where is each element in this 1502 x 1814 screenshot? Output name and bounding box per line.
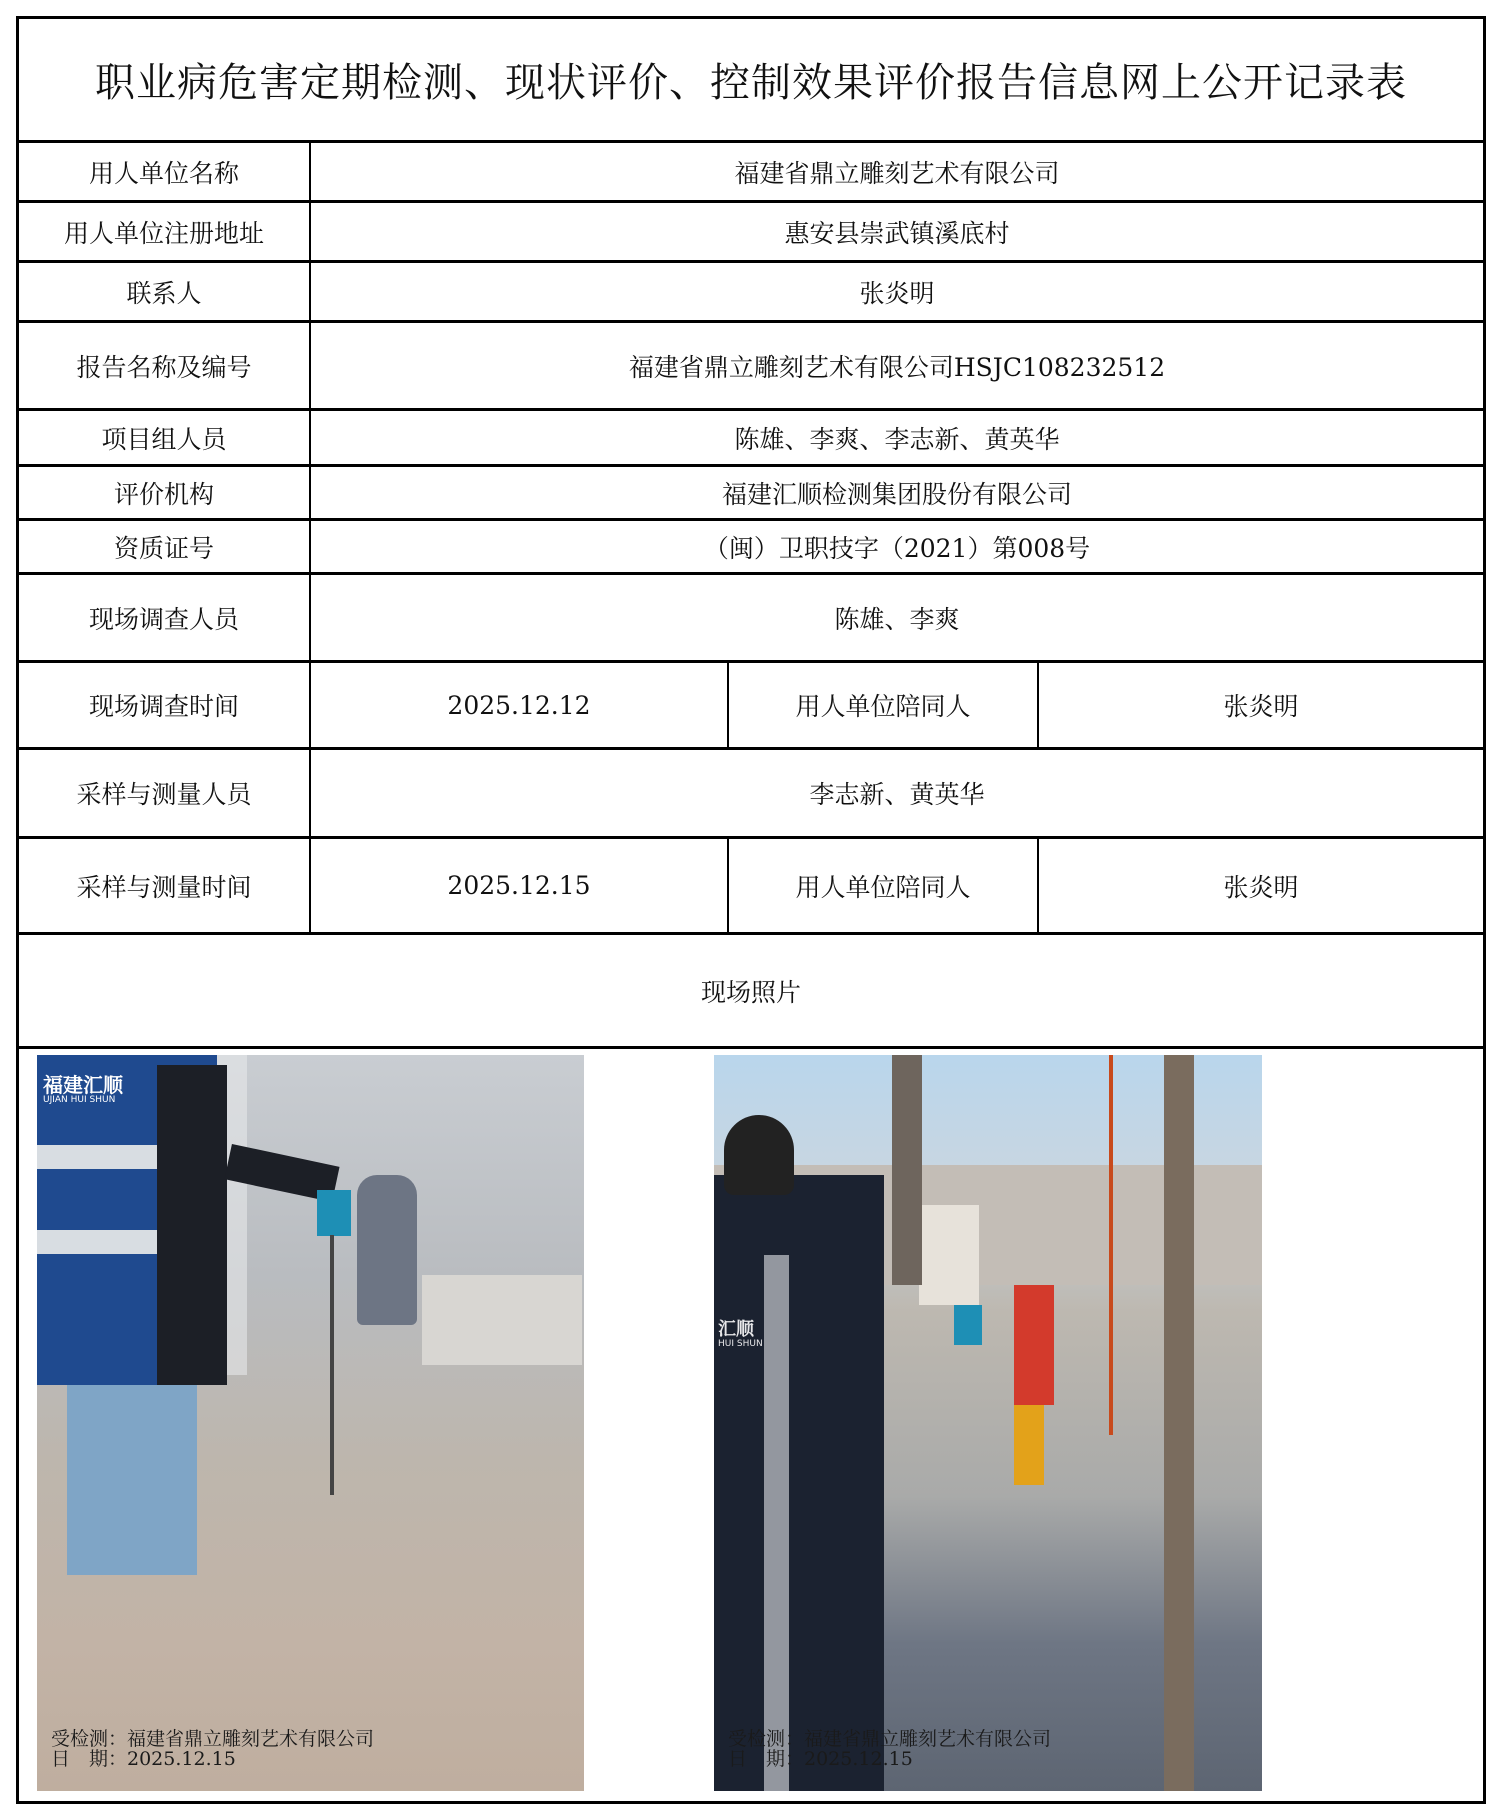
label-survey-companion: 用人单位陪同人	[729, 663, 1039, 747]
value-contact: 张炎明	[859, 278, 935, 308]
value-survey-companion: 张炎明	[1223, 692, 1299, 721]
label-survey-time: 现场调查时间	[19, 663, 311, 747]
row-evaluator	[19, 467, 1483, 521]
worker-rain-pants	[1014, 1405, 1044, 1485]
row-contact	[19, 263, 1483, 323]
value-qualification: （闽）卫职技字（2021）第008号	[703, 533, 1091, 563]
orange-hose	[1109, 1055, 1113, 1435]
row-project-team	[19, 411, 1483, 467]
value-report: 福建省鼎立雕刻艺术有限公司HSJC108232512	[628, 352, 1166, 382]
label-employer-address: 用人单位注册地址	[19, 203, 311, 260]
label-sampling-staff: 采样与测量人员	[19, 750, 311, 836]
row-survey-staff	[19, 575, 1483, 663]
value-sampling-companion: 张炎明	[1223, 872, 1299, 902]
label-employer-name: 用人单位名称	[19, 143, 311, 200]
row-employer-name	[19, 143, 1483, 203]
photo-watermark	[51, 1729, 374, 1769]
lifting-strap	[1164, 1055, 1194, 1791]
label-qualification: 资质证号	[19, 521, 311, 572]
record-table	[16, 16, 1486, 1804]
label-contact: 联系人	[19, 263, 311, 320]
worker-arm	[157, 1065, 227, 1385]
label-sampling-time: 采样与测量时间	[19, 839, 311, 932]
label-project-team: 项目组人员	[19, 411, 311, 464]
site-photo-1	[37, 1055, 584, 1791]
row-sampling-time	[19, 839, 1483, 935]
seated-worker	[357, 1175, 417, 1325]
label-photos: 现场照片	[700, 977, 801, 1007]
vest-reflective-stripe	[764, 1255, 789, 1791]
value-sampling-time: 2025.12.15	[311, 839, 729, 932]
watermark-subject: 受检测：福建省鼎立雕刻艺术有限公司	[51, 1728, 375, 1750]
page-title: 职业病危害定期检测、现状评价、控制效果评价报告信息网上公开记录表	[95, 60, 1407, 106]
stone-column	[892, 1055, 922, 1285]
value-sampling-staff: 李志新、黄英华	[809, 780, 985, 809]
row-survey-time	[19, 663, 1483, 750]
label-report: 报告名称及编号	[19, 323, 311, 408]
tripod-leg	[330, 1235, 334, 1495]
sampling-device	[954, 1305, 982, 1345]
photo-watermark	[728, 1729, 1051, 1769]
value-evaluator: 福建汇顺检测集团股份有限公司	[721, 479, 1072, 509]
window-shutter	[919, 1205, 979, 1305]
vest-logo-sub: UJIAN HUI SHUN	[43, 1095, 116, 1105]
worker-jeans	[67, 1385, 197, 1575]
label-survey-staff: 现场调查人员	[19, 575, 311, 660]
watermark-date: 日 期：2025.12.15	[51, 1748, 236, 1770]
label-sampling-companion: 用人单位陪同人	[729, 839, 1039, 932]
row-qualification	[19, 521, 1483, 575]
value-survey-staff: 陈雄、李爽	[834, 604, 960, 634]
worker-jacket	[714, 1175, 884, 1791]
watermark-subject: 受检测：福建省鼎立雕刻艺术有限公司	[728, 1728, 1052, 1750]
value-employer-address: 惠安县崇武镇溪底村	[784, 218, 1010, 248]
title-row	[19, 19, 1483, 143]
row-photos-header	[19, 935, 1483, 1049]
row-sampling-staff	[19, 750, 1483, 839]
value-project-team: 陈雄、李爽、李志新、黄英华	[734, 424, 1060, 454]
row-report	[19, 323, 1483, 411]
stone-worker	[1014, 1285, 1054, 1405]
watermark-date: 日 期：2025.12.15	[728, 1748, 913, 1770]
site-photo-2	[714, 1055, 1262, 1791]
vest-logo-sub: HUI SHUN	[718, 1339, 763, 1349]
vest-logo-text: 福建汇顺	[43, 1073, 123, 1097]
sampling-device	[317, 1190, 351, 1236]
vest-logo-text: 汇顺	[718, 1319, 754, 1340]
worker-head	[724, 1115, 794, 1195]
stone-slab	[422, 1275, 582, 1365]
value-employer-name: 福建省鼎立雕刻艺术有限公司	[734, 158, 1060, 188]
row-employer-address	[19, 203, 1483, 263]
label-evaluator: 评价机构	[19, 467, 311, 518]
photo-area	[19, 1049, 1483, 1801]
value-survey-time: 2025.12.12	[311, 663, 729, 747]
